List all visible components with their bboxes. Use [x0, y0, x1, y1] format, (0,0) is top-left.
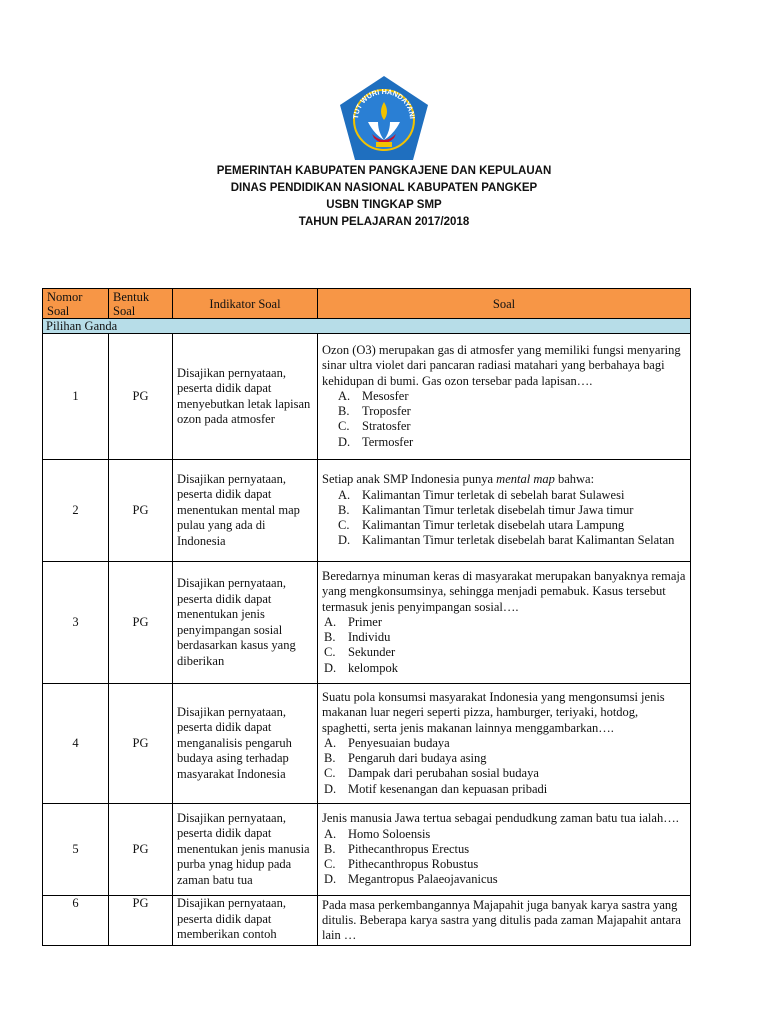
option-text: Termosfer	[362, 434, 414, 449]
option-text: Kalimantan Timur terletak di sebelah barat Sulawesi	[362, 487, 625, 502]
option-letter: D.	[324, 781, 337, 796]
row-form: PG	[109, 334, 173, 460]
option-text: Individu	[348, 630, 391, 645]
answer-option	[322, 615, 686, 630]
row-question-cell	[318, 804, 691, 896]
answer-option	[322, 766, 686, 781]
heading-line-3: USBN TINGKAP SMP	[326, 199, 442, 211]
row-number: 6	[43, 896, 109, 946]
option-text: Pithecanthropus Robustus	[348, 857, 479, 872]
option-letter: C.	[324, 645, 336, 660]
option-text: kelompok	[348, 660, 398, 675]
option-text: Dampak dari perubahan sosial budaya	[348, 766, 539, 781]
answer-option	[322, 751, 686, 766]
answer-option	[322, 872, 686, 887]
option-letter: B.	[338, 404, 350, 419]
option-text: Kalimantan Timur terletak disebelah utara Lampung	[362, 518, 625, 533]
option-letter: A.	[338, 487, 351, 502]
option-text: Troposfer	[362, 404, 411, 419]
row-indicator: Disajikan pernyataan, peserta didik dapat menentukan jenis manusia purba ynag hidup pada zaman batu tua	[173, 804, 318, 896]
row-question-cell	[318, 896, 691, 946]
row-indicator: Disajikan pernyataan, peserta didik dapat menganalisis pengaruh budaya asing terhadap masyarakat Indonesia	[173, 684, 318, 804]
option-text: Stratosfer	[362, 419, 411, 434]
option-text: Motif kesenangan dan kepuasan pribadi	[348, 781, 548, 796]
row-number: 3	[43, 562, 109, 684]
question-text: Pada masa perkembangannya Majapahit juga banyak karya sastra yang ditulis. Beberapa karya sastra yang ditulis pada zaman Majapahit antara lain …	[322, 897, 681, 943]
question-text: Ozon (O3) merupakan gas di atmosfer yang memiliki fungsi menyaring sinar ultra violet dari pancaran radiasi matahari yang berbahaya bagi kehidupan di bumi. Gas ozon tersebar pada lapisan….	[322, 342, 681, 388]
question-text: Suatu pola konsumsi masyarakat Indonesia yang mengonsumsi jenis makanan luar negeri seperti pizza, hamburger, teriyaki, hotdog, spaghetti, serta jenis makanan lainnya menggambarkan….	[322, 689, 665, 735]
answer-option	[322, 842, 686, 857]
row-question-cell	[318, 334, 691, 460]
option-letter: C.	[338, 419, 350, 434]
heading-line-4: TAHUN PELAJARAN 2017/2018	[298, 216, 470, 228]
answer-option	[322, 645, 686, 660]
header-bentuk-soal: Bentuk Soal	[109, 289, 173, 319]
question-text-emphasis: mental map	[496, 472, 555, 487]
row-question-cell	[318, 684, 691, 804]
question-text-end: bahwa:	[554, 472, 595, 487]
answer-options	[322, 389, 686, 450]
row-form: PG	[109, 896, 173, 946]
answer-option	[322, 389, 686, 404]
table-row	[43, 334, 691, 460]
row-question-cell	[318, 460, 691, 562]
answer-option	[322, 736, 686, 751]
row-form: PG	[109, 684, 173, 804]
option-text: Megantropus Palaeojavanicus	[348, 872, 498, 887]
row-indicator: Disajikan pernyataan, peserta didik dapat menyebutkan letak lapisan ozon pada atmosfer	[173, 334, 318, 460]
header-soal: Soal	[318, 289, 691, 319]
answer-option	[322, 827, 686, 842]
answer-option	[322, 661, 686, 676]
option-text: Homo Soloensis	[348, 826, 431, 841]
row-number: 5	[43, 804, 109, 896]
option-text: Pithecanthropus Erectus	[348, 841, 470, 856]
logo-motto-text: TUT WURI HANDAYANI	[350, 86, 417, 120]
option-letter: D.	[324, 660, 337, 675]
answer-option	[322, 630, 686, 645]
answer-options	[322, 736, 686, 797]
table-header-row	[43, 289, 691, 319]
option-letter: D.	[338, 434, 351, 449]
option-letter: D.	[338, 533, 351, 548]
question-text-start: Setiap anak SMP Indonesia punya	[322, 472, 497, 487]
option-letter: A.	[324, 735, 337, 750]
row-number: 1	[43, 334, 109, 460]
answer-option	[322, 404, 686, 419]
document-heading	[0, 163, 768, 231]
table-row	[43, 684, 691, 804]
option-text: Primer	[348, 614, 383, 629]
row-form: PG	[109, 562, 173, 684]
exam-questions-table	[42, 288, 691, 946]
option-letter: B.	[324, 630, 336, 645]
table-row	[43, 562, 691, 684]
question-text: Jenis manusia Jawa tertua sebagai pendudkung zaman batu tua ialah….	[322, 811, 679, 826]
section-row	[43, 319, 691, 334]
option-letter: D.	[324, 872, 337, 887]
table-row	[43, 896, 691, 946]
header-nomor-soal: Nomor Soal	[43, 289, 109, 319]
row-form: PG	[109, 460, 173, 562]
answer-option	[322, 782, 686, 797]
row-form: PG	[109, 804, 173, 896]
question-text	[322, 472, 686, 487]
row-indicator: Disajikan pernyataan, peserta didik dapat menentukan mental map pulau yang ada di Indonesia	[173, 460, 318, 562]
answer-options	[322, 615, 686, 676]
row-question-cell	[318, 562, 691, 684]
option-text: Kalimantan Timur terletak disebelah barat Kalimantan Selatan	[362, 533, 675, 548]
option-letter: B.	[324, 841, 336, 856]
heading-line-1: PEMERINTAH KABUPATEN PANGKAJENE DAN KEPULAUAN	[216, 165, 552, 177]
row-number: 4	[43, 684, 109, 804]
option-letter: C.	[324, 857, 336, 872]
answer-option	[322, 488, 686, 503]
row-indicator: Disajikan pernyataan, peserta didik dapat memberikan contoh	[173, 896, 318, 946]
answer-option	[322, 857, 686, 872]
answer-option	[322, 419, 686, 434]
question-text: Beredarnya minuman keras di masyarakat merupakan banyaknya remaja yang mengkonsumsinya, sehingga menjadi pemabuk. Kasus tersebut termasuk jenis penyimpangan sosial….	[322, 568, 686, 614]
answer-option	[322, 533, 686, 548]
logo-book	[376, 142, 392, 147]
header-indikator-soal: Indikator Soal	[173, 289, 318, 319]
tut-wuri-handayani-logo	[334, 72, 434, 168]
option-letter: C.	[338, 518, 350, 533]
table-row	[43, 804, 691, 896]
table-row	[43, 460, 691, 562]
heading-line-2: DINAS PENDIDIKAN NASIONAL KABUPATEN PANGKEP	[230, 182, 538, 194]
section-label: Pilihan Ganda	[43, 319, 691, 334]
option-text: Pengaruh dari budaya asing	[348, 751, 487, 766]
answer-options	[322, 827, 686, 888]
option-letter: A.	[324, 826, 337, 841]
option-letter: B.	[324, 751, 336, 766]
answer-option	[322, 503, 686, 518]
option-letter: A.	[324, 614, 337, 629]
answer-option	[322, 435, 686, 450]
option-text: Mesosfer	[362, 388, 409, 403]
row-number: 2	[43, 460, 109, 562]
answer-option	[322, 518, 686, 533]
option-text: Kalimantan Timur terletak disebelah timur Jawa timur	[362, 502, 634, 517]
option-text: Sekunder	[348, 645, 396, 660]
option-letter: C.	[324, 766, 336, 781]
option-text: Penyesuaian budaya	[348, 735, 450, 750]
option-letter: B.	[338, 502, 350, 517]
answer-options	[322, 488, 686, 549]
option-letter: A.	[338, 388, 351, 403]
row-indicator: Disajikan pernyataan, peserta didik dapat menentukan jenis penyimpangan sosial berdasarkan kasus yang diberikan	[173, 562, 318, 684]
